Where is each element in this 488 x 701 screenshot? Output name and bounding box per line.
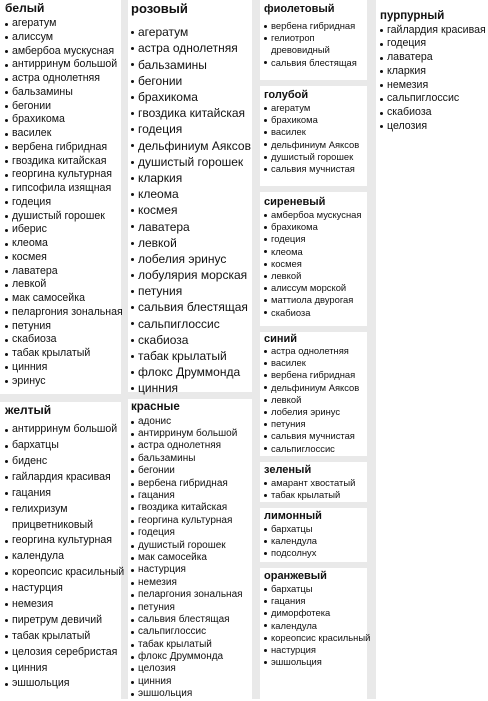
list-item: скабиоза: [264, 307, 367, 319]
list-item: брахикома: [264, 221, 367, 233]
list-item: космея: [131, 202, 252, 218]
list-item: сальвия мучнистая: [264, 430, 367, 442]
column-gap: [260, 502, 367, 508]
list-item: табак крылатый: [131, 348, 252, 364]
list-item: иберис: [5, 223, 121, 237]
list-item: гацания: [264, 595, 367, 607]
list-item: клеома: [5, 237, 121, 251]
list-item: брахикома: [5, 113, 121, 127]
list-item: астра однолетняя: [131, 40, 252, 56]
list-item: сальвия блестящая: [264, 57, 367, 69]
list-item: агератум: [131, 24, 252, 40]
list-item: биденс: [5, 454, 121, 470]
list-item: скабиоза: [380, 106, 488, 120]
column-gap: [260, 456, 367, 462]
list-item: мак самосейка: [131, 552, 252, 564]
list-item: лобулярия морская: [131, 267, 252, 283]
list-item: немезия: [131, 577, 252, 589]
list-item: антирринум большой: [5, 422, 121, 438]
column-gap: [260, 80, 367, 86]
group-blue: [264, 333, 367, 455]
flower-list: [264, 523, 367, 560]
group-title: синий: [264, 333, 298, 345]
list-item: немезия: [5, 597, 121, 613]
flower-list: [5, 17, 121, 388]
list-item: астра однолетняя: [131, 440, 252, 452]
list-item: кларкия: [131, 170, 252, 186]
list-item: вербена гибридная: [131, 478, 252, 490]
flower-list: [264, 345, 367, 455]
list-item: астра однолетняя: [5, 72, 121, 86]
list-item: петуния: [131, 283, 252, 299]
list-item: амбербоа мускусная: [5, 45, 121, 59]
group-lemon: [264, 510, 367, 560]
list-item: пиретрум девичий: [5, 613, 121, 629]
list-item: годеция: [380, 37, 488, 51]
list-item: табак крылатый: [264, 489, 367, 501]
list-item: цинния: [131, 380, 252, 396]
list-item: скабиоза: [5, 333, 121, 347]
list-item: годеция: [131, 527, 252, 539]
list-item: немезия: [380, 79, 488, 93]
group-purple: [380, 10, 488, 134]
group-pink: [131, 2, 252, 397]
list-item: лаватера: [131, 219, 252, 235]
group-yellow: [5, 403, 125, 692]
column-gap: [0, 394, 121, 402]
list-item: календула: [264, 620, 367, 632]
group-title: белый: [5, 1, 45, 15]
group-orange: [264, 570, 371, 668]
list-item: гвоздика китайская: [5, 155, 121, 169]
list-item: антирринум большой: [131, 428, 252, 440]
list-item: клеома: [131, 186, 252, 202]
column-gap: [121, 0, 128, 699]
list-item: амарант хвостатый: [264, 477, 367, 489]
list-item: лобелия эринус: [264, 406, 367, 418]
list-item: лаватера: [5, 265, 121, 279]
list-item: целозия серебристая: [5, 645, 121, 661]
column-gap: [260, 326, 367, 332]
list-item: василек: [5, 127, 121, 141]
list-item: лобелия эринус: [131, 251, 252, 267]
list-item: сальвия мучнистая: [264, 163, 367, 175]
list-item: антирринум большой: [5, 58, 121, 72]
flower-list: [380, 24, 488, 134]
list-item: вербена гибридная: [264, 369, 367, 381]
list-item: годеция: [264, 233, 367, 245]
list-item: петуния: [5, 320, 121, 334]
list-item: бегонии: [131, 73, 252, 89]
list-item: сальпиглоссис: [380, 92, 488, 106]
group-title: лимонный: [264, 510, 322, 522]
flower-list: [264, 477, 367, 501]
list-item: цинния: [131, 676, 252, 688]
list-item: гайлардия красивая: [380, 24, 488, 38]
flower-list: [131, 416, 252, 701]
list-item: кларкия: [380, 65, 488, 79]
list-item: георгина культурная: [5, 168, 121, 182]
list-item: амбербоа мускусная: [264, 209, 367, 221]
list-item: брахикома: [264, 114, 367, 126]
list-item: пеларгония зональная: [131, 589, 252, 601]
list-item: эринус: [5, 375, 121, 389]
list-item: дельфиниум Аяксов: [264, 382, 367, 394]
list-item: агератум: [5, 17, 121, 31]
list-item: бегонии: [131, 465, 252, 477]
list-item: целозия: [131, 663, 252, 675]
group-title: голубой: [264, 89, 309, 101]
flower-list: [264, 209, 367, 319]
list-item: эшшольция: [5, 676, 121, 692]
list-item: пеларгония зональная: [5, 306, 121, 320]
list-item: дельфиниум Аяксов: [131, 138, 252, 154]
group-title: фиолетовый: [264, 3, 335, 15]
list-item: годеция: [5, 196, 121, 210]
list-item: кореопсис красильный: [264, 632, 367, 644]
list-item: настурция: [264, 644, 367, 656]
list-item: маттиола двурогая: [264, 294, 367, 306]
group-white: [5, 2, 121, 388]
list-item: клеома: [264, 246, 367, 258]
flower-list: [264, 20, 367, 69]
list-item: гипсофила изящная: [5, 182, 121, 196]
list-item: бальзамины: [131, 57, 252, 73]
list-item: скабиоза: [131, 332, 252, 348]
list-item: вербена гибридная: [5, 141, 121, 155]
list-item: целозия: [380, 120, 488, 134]
list-item: сальвия блестящая: [131, 299, 252, 315]
list-item: бархатцы: [264, 583, 367, 595]
list-item: бархатцы: [264, 523, 367, 535]
list-item: сальпиглоссис: [131, 626, 252, 638]
list-item: душистый горошек: [131, 540, 252, 552]
list-item: бархатцы: [5, 438, 121, 454]
flower-list: [264, 583, 371, 668]
list-item: георгина культурная: [5, 533, 121, 549]
group-title: красные: [131, 401, 180, 413]
list-item: василек: [264, 357, 367, 369]
list-item: подсолнух: [264, 547, 367, 559]
group-title: розовый: [131, 1, 188, 16]
list-item: душистый горошек: [131, 154, 252, 170]
list-item: адонис: [131, 416, 252, 428]
list-item: диморфотека: [264, 607, 367, 619]
list-item: эшшольция: [131, 688, 252, 700]
list-item: табак крылатый: [131, 639, 252, 651]
list-item: алиссум: [5, 31, 121, 45]
list-item: сальпиглоссис: [131, 316, 252, 332]
list-item: лаватера: [380, 51, 488, 65]
column-gap: [260, 186, 367, 192]
list-item: георгина культурная: [131, 515, 252, 527]
list-item: цинния: [5, 661, 121, 677]
list-item: гацания: [5, 486, 121, 502]
list-item: годеция: [131, 121, 252, 137]
list-item: левкой: [5, 278, 121, 292]
list-item: бальзамины: [5, 86, 121, 100]
list-item: космея: [264, 258, 367, 270]
flower-list: [5, 422, 125, 692]
flower-list: [264, 102, 367, 175]
list-item: брахикома: [131, 89, 252, 105]
list-item: агератум: [264, 102, 367, 114]
list-item: василек: [264, 126, 367, 138]
list-item: гацания: [131, 490, 252, 502]
group-red: [131, 401, 252, 701]
list-item: флокс Друммонда: [131, 651, 252, 663]
flower-list: [131, 24, 252, 396]
list-item: календула: [264, 535, 367, 547]
list-item: вербена гибридная: [264, 20, 367, 32]
list-item: петуния: [264, 418, 367, 430]
group-lilac: [264, 196, 367, 319]
list-item: гелихризум прицветниковый: [5, 502, 121, 534]
group-violet: [264, 3, 367, 69]
list-item: флокс Друммонда: [131, 364, 252, 380]
list-item: гелиотроп древовидный: [264, 32, 367, 56]
list-item: левкой: [264, 394, 367, 406]
list-item: эшшольция: [264, 656, 367, 668]
list-item: гвоздика китайская: [131, 502, 252, 514]
list-item: бегонии: [5, 100, 121, 114]
list-item: астра однолетняя: [264, 345, 367, 357]
column-gap: [367, 0, 376, 699]
list-item: гвоздика китайская: [131, 105, 252, 121]
group-title: сиреневый: [264, 196, 326, 208]
group-title: зеленый: [264, 464, 312, 476]
list-item: табак крылатый: [5, 629, 121, 645]
list-item: табак крылатый: [5, 347, 121, 361]
group-green: [264, 464, 367, 501]
list-item: мак самосейка: [5, 292, 121, 306]
list-item: дельфиниум Аяксов: [264, 139, 367, 151]
list-item: цинния: [5, 361, 121, 375]
column-gap: [252, 0, 260, 699]
list-item: сальвия блестящая: [131, 614, 252, 626]
group-title: желтый: [5, 403, 52, 417]
group-title: пурпурный: [380, 10, 445, 22]
group-title: оранжевый: [264, 570, 327, 582]
list-item: настурция: [131, 564, 252, 576]
column-gap: [376, 152, 488, 699]
list-item: календула: [5, 549, 121, 565]
group-lightblue: [264, 89, 367, 175]
list-item: левкой: [264, 270, 367, 282]
list-item: настурция: [5, 581, 121, 597]
list-item: сальпиглоссис: [264, 443, 367, 455]
list-item: гайлардия красивая: [5, 470, 121, 486]
list-item: бальзамины: [131, 453, 252, 465]
list-item: душистый горошек: [264, 151, 367, 163]
list-item: петуния: [131, 602, 252, 614]
list-item: левкой: [131, 235, 252, 251]
list-item: алиссум морской: [264, 282, 367, 294]
list-item: душистый горошек: [5, 210, 121, 224]
column-gap: [260, 562, 367, 568]
list-item: кореопсис красильный: [5, 565, 121, 581]
list-item: космея: [5, 251, 121, 265]
